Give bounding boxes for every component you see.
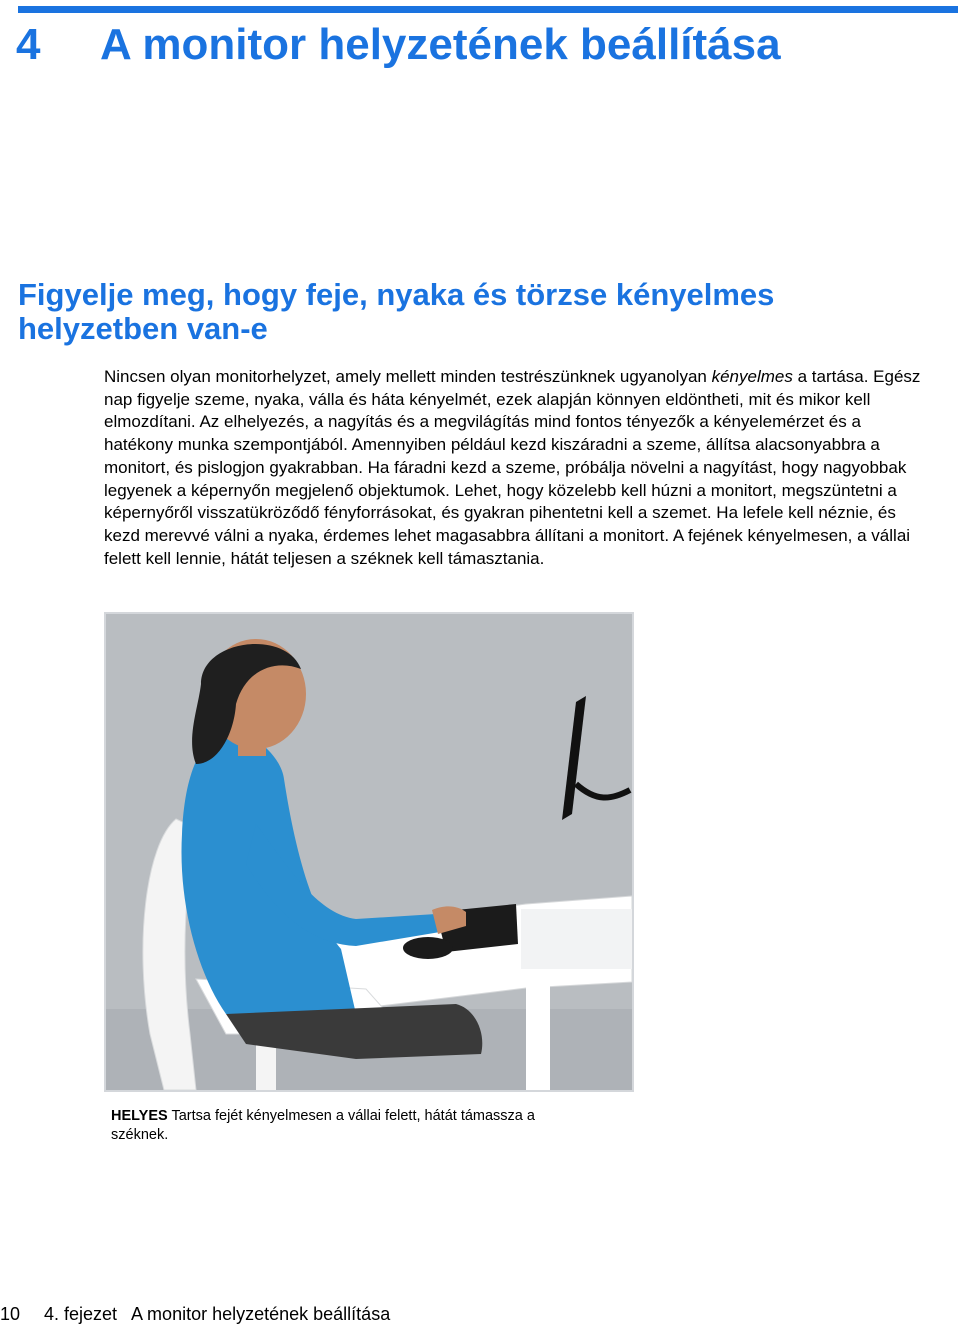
- body-emphasis: kényelmes: [711, 367, 793, 386]
- ergonomic-posture-illustration: [104, 612, 634, 1092]
- page-footer: [0, 1303, 390, 1325]
- footer-chapter-title: A monitor helyzetének beállítása: [131, 1304, 391, 1324]
- neck: [238, 734, 266, 756]
- body-text-part2: a tartása. Egész nap figyelje szeme, nyaka, válla és háta kényelmét, ezek alapján könnyen eldöntheti, mit és mikor kell elmozdítani. Az elhelyezés, a nagyítás és a megvilágítás mind fontos tényezők a kényelemérzet és a hatékony munka szempontjából. Amennyiben például kezd kiszáradni a szeme, állítsa alacsonyabbra a monitort, és pislogjon gyakrabban. Ha fáradni kezd a szeme, próbálja növelni a nagyítást, hogy nagyobbak legyenek a képernyőn megjelenő objektumok. Lehet, hogy közelebb kell húzni a monitort, megszüntetni a képernyőről visszatükröződő fényforrásokat, és gyakran pihentetni kell a szemet. Ha lefele kell néznie, és kezd merevvé válni a nyaka, érdemes lehet magasabbra állítani a monitort. A fejének kényelmesen, a vállai felett kell lennie, hátát teljesen a széknek kell támasztania.: [104, 367, 921, 568]
- desk-drawer: [521, 909, 632, 969]
- chapter-number: 4: [16, 20, 41, 69]
- chapter-title-text: A monitor helyzetének beállítása: [100, 20, 781, 69]
- mouse: [403, 937, 453, 959]
- caption-label: HELYES: [111, 1108, 168, 1124]
- page-number: 10: [0, 1304, 21, 1324]
- section-heading: Figyelje meg, hogy feje, nyaka és törzse kényelmes helyzetben van-e: [18, 277, 775, 346]
- chapter-title: [16, 18, 781, 72]
- illustration-drawing: [106, 614, 632, 1090]
- top-rule: [18, 6, 958, 13]
- figure-caption: [111, 1107, 581, 1145]
- caption-text: Tartsa fejét kényelmesen a vállai felett, hátát támassza a széknek.: [111, 1108, 535, 1143]
- footer-chapter-ref: 4. fejezet: [44, 1304, 118, 1324]
- body-paragraph: [104, 366, 934, 570]
- desk-leg: [526, 986, 550, 1090]
- body-text-part1: Nincsen olyan monitorhelyzet, amely mellett minden testrészünknek ugyanolyan: [104, 367, 712, 386]
